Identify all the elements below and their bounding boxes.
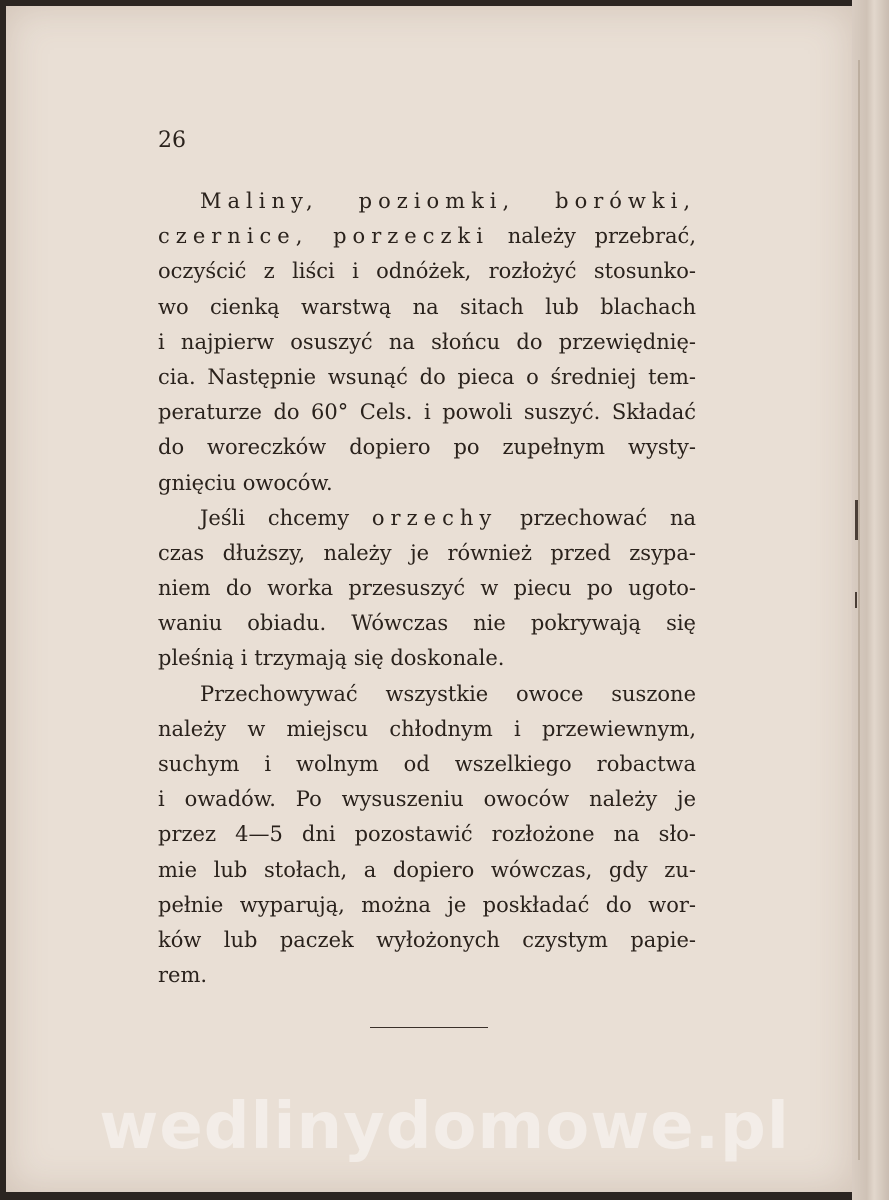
- text-line: rem.: [158, 963, 208, 988]
- text-line: suchym i wolnym od wszelkiego robactwa: [158, 752, 696, 776]
- text-line: Maliny, poziomki, borówki,: [200, 189, 696, 213]
- text-line: pełnie wyparują, można je poskładać do wor-: [158, 892, 696, 917]
- text-line: gnięciu owoców.: [158, 470, 333, 495]
- text-line: peraturze do 60° Cels. i powoli suszyć. Składać: [158, 400, 696, 425]
- watermark: wedlinydomowe.pl: [99, 1090, 790, 1164]
- page-edge-mark: [855, 500, 858, 540]
- text-line: przez 4—5 dni pozostawić rozłożone na sło-: [158, 822, 696, 847]
- body-text: [158, 184, 696, 993]
- text-line: niem do worka przesuszyć w piecu po ugoto-: [158, 576, 696, 601]
- section-divider: [370, 1027, 488, 1028]
- text-line: do woreczków dopiero po zupełnym wysty-: [158, 435, 696, 460]
- text-line: czernice, porzeczki należy przebrać,: [158, 224, 696, 249]
- text-line: czas dłuższy, należy je również przed zsypa-: [158, 540, 696, 565]
- text-line: Przechowywać wszystkie owoce suszone: [200, 681, 696, 706]
- text-line: pleśnią i trzymają się doskonale.: [158, 646, 505, 671]
- page-number: 26: [158, 128, 186, 153]
- text-line: ków lub paczek wyłożonych czystym papie-: [158, 927, 696, 952]
- text-line: mie lub stołach, a dopiero wówczas, gdy zu-: [158, 857, 696, 882]
- page-edge-line: [858, 60, 860, 1160]
- page-edge-mark: [855, 592, 857, 608]
- text-line: Jeśli chcemy orzechy przechować na: [200, 505, 696, 530]
- text-line: i owadów. Po wysuszeniu owoców należy je: [158, 787, 696, 812]
- text-line: wo cienką warstwą na sitach lub blachach: [158, 294, 696, 319]
- text-line: oczyścić z liści i odnóżek, rozłożyć stosunko-: [158, 259, 696, 284]
- text-line: należy w miejscu chłodnym i przewiewnym,: [158, 716, 696, 741]
- text-line: waniu obiadu. Wówczas nie pokrywają się: [158, 611, 696, 636]
- text-line: i najpierw osuszyć na słońcu do przewiędnię-: [158, 329, 696, 354]
- text-line: cia. Następnie wsunąć do pieca o średniej tem-: [158, 364, 696, 389]
